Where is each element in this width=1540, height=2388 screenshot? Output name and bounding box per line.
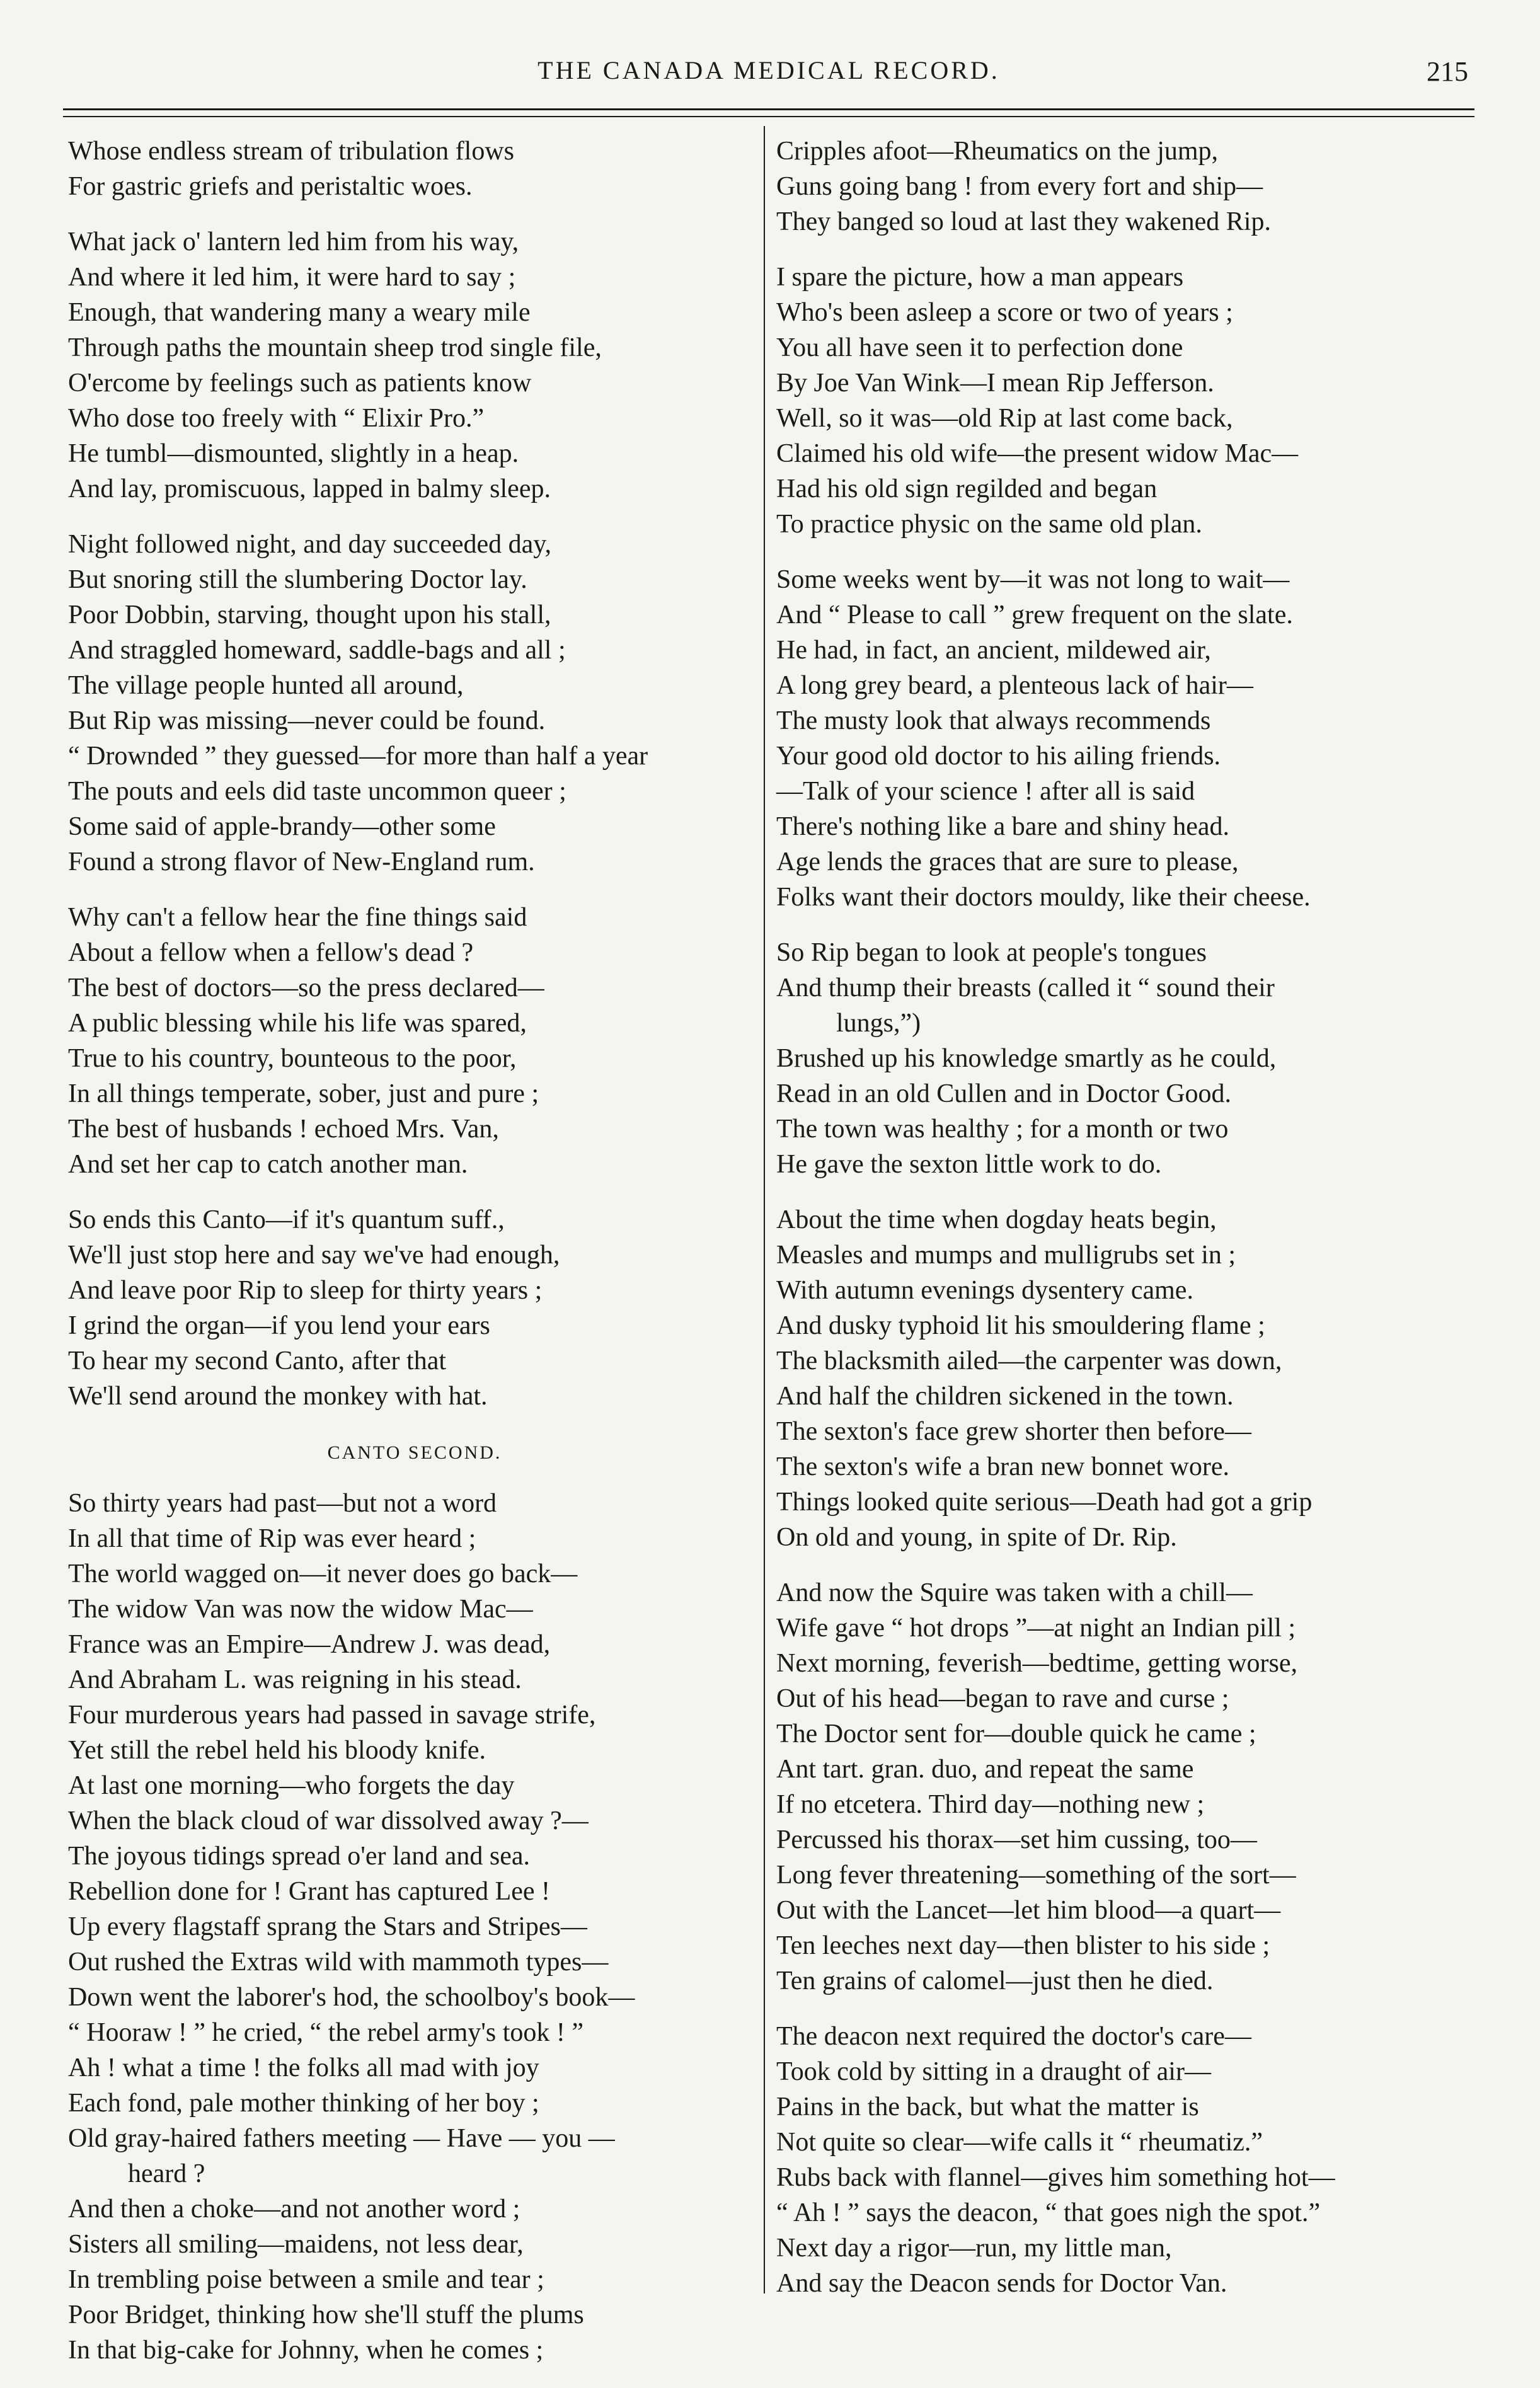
stanza [68,527,761,880]
verse-line: He had, in fact, an ancient, mildewed air, [776,636,1211,665]
running-header [69,55,1468,100]
verse-line: heard ? [128,2159,205,2188]
verse-line: We'll send around the monkey with hat. [68,1382,488,1411]
verse-line: Enough, that wandering many a weary mile [68,298,531,327]
verse-line: About a fellow when a fellow's dead ? [68,938,474,967]
verse-line: France was an Empire—Andrew J. was dead, [68,1630,551,1659]
verse-line: Through paths the mountain sheep trod single file, [68,333,602,362]
stanza [68,1202,761,1414]
verse-line: Out with the Lancet—let him blood—a quart— [776,1896,1281,1925]
verse-line: Percussed his thorax—set him cussing, too— [776,1825,1257,1854]
verse-line: And dusky typhoid lit his smouldering flame ; [776,1311,1265,1340]
verse-line: “ Ah ! ” says the deacon, “ that goes nigh the spot.” [776,2198,1321,2227]
verse-line: “ Hooraw ! ” he cried, “ the rebel army's took ! ” [68,2018,584,2047]
verse-line: A public blessing while his life was spared, [68,1009,527,1038]
verse-line: What jack o' lantern led him from his way, [68,227,519,256]
verse-line: Guns going bang ! from every fort and ship— [776,172,1263,201]
verse-line: Poor Bridget, thinking how she'll stuff the plums [68,2300,584,2329]
verse-line: A long grey beard, a plenteous lack of hair— [776,671,1253,700]
verse-line: Next day a rigor—run, my little man, [776,2234,1172,2263]
verse-line: Long fever threatening—something of the sort— [776,1861,1296,1890]
verse-line: For gastric griefs and peristaltic woes. [68,172,473,201]
verse-line: Sisters all smiling—maidens, not less dear, [68,2230,524,2259]
verse-line: Claimed his old wife—the present widow Mac— [776,439,1299,468]
canto-heading: CANTO SECOND. [327,1442,502,1463]
verse-line: The widow Van was now the widow Mac— [68,1595,533,1624]
verse-line: In all that time of Rip was ever heard ; [68,1524,476,1553]
right-column [776,134,1469,2321]
verse-line: Not quite so clear—wife calls it “ rheumatiz.” [776,2128,1263,2157]
verse-line: The pouts and eels did taste uncommon queer ; [68,777,566,806]
left-stanzas [68,134,761,1414]
verse-line: —Talk of your science ! after all is said [776,777,1195,806]
verse-line: lungs,”) [836,1009,921,1038]
verse-line: “ Drownded ” they guessed—for more than half a year [68,742,648,771]
stanza [776,562,1469,915]
verse-line: Each fond, pale mother thinking of her boy ; [68,2089,539,2118]
verse-line: On old and young, in spite of Dr. Rip. [776,1523,1177,1552]
verse-line: Cripples afoot—Rheumatics on the jump, [776,137,1219,166]
verse-line: So Rip began to look at people's tongues [776,938,1207,967]
verse-line: Night followed night, and day succeeded day, [68,530,552,559]
verse-line: The best of husbands ! echoed Mrs. Van, [68,1115,499,1144]
verse-line: He gave the sexton little work to do. [776,1150,1162,1179]
verse-line: At last one morning—who forgets the day [68,1771,515,1800]
verse-line: Your good old doctor to his ailing friends. [776,742,1221,771]
verse-line: And straggled homeward, saddle-bags and all ; [68,636,566,665]
verse-line: Ten leeches next day—then blister to his side ; [776,1931,1270,1960]
verse-line: Age lends the graces that are sure to please, [776,847,1239,876]
verse-line: The best of doctors—so the press declared— [68,973,544,1002]
stanza [68,224,761,507]
verse-line: Why can't a fellow hear the fine things said [68,903,527,932]
stanza [776,2019,1469,2301]
verse-line: Who's been asleep a score or two of years ; [776,298,1233,327]
verse-line: To hear my second Canto, after that [68,1346,447,1375]
stanza [776,134,1469,239]
header-rule [63,108,1474,110]
verse-line: There's nothing like a bare and shiny head. [776,812,1230,841]
verse-line: Out of his head—began to rave and curse ; [776,1684,1229,1713]
verse-line: So thirty years had past—but not a word [68,1489,497,1518]
verse-line: And set her cap to catch another man. [68,1150,468,1179]
verse-line: We'll just stop here and say we've had enough, [68,1241,560,1270]
verse-line: Yet still the rebel held his bloody knife. [68,1736,486,1765]
verse-line: And say the Deacon sends for Doctor Van. [776,2269,1227,2298]
verse-line: If no etcetera. Third day—nothing new ; [776,1790,1205,1819]
verse-line: The Doctor sent for—double quick he came ; [776,1719,1256,1748]
verse-line: They banged so loud at last they wakened Rip. [776,207,1271,236]
verse-line: The blacksmith ailed—the carpenter was down, [776,1346,1282,1375]
stanza [776,1202,1469,1555]
verse-line: Brushed up his knowledge smartly as he could, [776,1044,1277,1073]
journal-title: THE CANADA MEDICAL RECORD. [537,56,1000,84]
stanza [776,260,1469,542]
header-rule-secondary [63,116,1474,117]
verse-line: I grind the organ—if you lend your ears [68,1311,490,1340]
verse-line: Wife gave “ hot drops ”—at night an Indian pill ; [776,1614,1296,1643]
verse-line: In all things temperate, sober, just and pure ; [68,1079,539,1108]
verse-line: I spare the picture, how a man appears [776,263,1184,292]
verse-line: Took cold by sitting in a draught of air— [776,2057,1211,2086]
verse-line: So ends this Canto—if it's quantum suff., [68,1205,505,1234]
verse-line: And leave poor Rip to sleep for thirty years ; [68,1276,543,1305]
verse-line: Some said of apple-brandy—other some [68,812,496,841]
verse-line: Measles and mumps and mulligrubs set in ; [776,1241,1236,1270]
verse-line: Some weeks went by—it was not long to wait— [776,565,1290,594]
verse-line: In trembling poise between a smile and tear ; [68,2265,544,2294]
stanza [68,134,761,204]
stanza [68,900,761,1182]
stanza [776,1575,1469,1999]
verse-line: Whose endless stream of tribulation flows [68,137,515,166]
verse-line: Things looked quite serious—Death had got a grip [776,1488,1313,1517]
verse-line: The world wagged on—it never does go back— [68,1559,578,1588]
verse-line: True to his country, bounteous to the poor, [68,1044,517,1073]
canto-second-stanza [68,1486,761,2368]
verse-line: Up every flagstaff sprang the Stars and Stripes— [68,1912,587,1941]
verse-line: Rubs back with flannel—gives him something hot— [776,2163,1335,2192]
verse-line: Pains in the back, but what the matter is [776,2092,1199,2121]
verse-line: The sexton's face grew shorter then before— [776,1417,1251,1446]
verse-line: Found a strong flavor of New-England rum. [68,847,535,876]
verse-line: And lay, promiscuous, lapped in balmy sleep. [68,474,551,503]
verse-line: The sexton's wife a bran new bonnet wore. [776,1452,1230,1481]
verse-line: And then a choke—and not another word ; [68,2195,520,2224]
stanza [68,1486,761,2368]
verse-line: The deacon next required the doctor's care— [776,2022,1251,2051]
verse-line: And “ Please to call ” grew frequent on the slate. [776,600,1293,629]
column-divider [764,126,765,2293]
verse-line: And half the children sickened in the town. [776,1382,1234,1411]
verse-line: About the time when dogday heats begin, [776,1205,1217,1234]
left-column [68,134,761,2388]
verse-line: And thump their breasts (called it “ sound their [776,973,1275,1002]
verse-line: When the black cloud of war dissolved away ?— [68,1806,589,1835]
verse-line: The musty look that always recommends [776,706,1211,735]
verse-line: And where it led him, it were hard to say ; [68,263,516,292]
verse-line: Rebellion done for ! Grant has captured Lee ! [68,1877,551,1906]
verse-line: With autumn evenings dysentery came. [776,1276,1193,1305]
verse-line: Four murderous years had passed in savage strife, [68,1701,596,1730]
verse-line: By Joe Van Wink—I mean Rip Jefferson. [776,369,1214,398]
verse-line: And now the Squire was taken with a chill— [776,1578,1253,1607]
verse-line: Who dose too freely with “ Elixir Pro.” [68,404,485,433]
verse-line: Next morning, feverish—bedtime, getting worse, [776,1649,1297,1678]
verse-line: But snoring still the slumbering Doctor lay. [68,565,527,594]
verse-line: Read in an old Cullen and in Doctor Good. [776,1079,1232,1108]
verse-line: He tumbl—dismounted, slightly in a heap. [68,439,519,468]
verse-line: Down went the laborer's hod, the schoolboy's book— [68,1983,635,2012]
verse-line: Had his old sign regilded and began [776,474,1158,503]
page-number: 215 [1427,56,1468,87]
verse-line: And Abraham L. was reigning in his stead. [68,1665,522,1694]
verse-line: Poor Dobbin, starving, thought upon his stall, [68,600,551,629]
verse-line: To practice physic on the same old plan. [776,510,1202,539]
verse-line: O'ercome by feelings such as patients know [68,369,532,398]
verse-line: The joyous tidings spread o'er land and sea. [68,1842,531,1871]
verse-line: Old gray-haired fathers meeting — Have — you — [68,2124,615,2153]
verse-line: The town was healthy ; for a month or two [776,1115,1229,1144]
verse-line: Well, so it was—old Rip at last come back, [776,404,1233,433]
verse-line: Ant tart. gran. duo, and repeat the same [776,1755,1194,1784]
verse-line: You all have seen it to perfection done [776,333,1183,362]
verse-line: Ten grains of calomel—just then he died. [776,1966,1214,1995]
verse-line: Out rushed the Extras wild with mammoth types— [68,1948,609,1977]
verse-line: But Rip was missing—never could be found. [68,706,546,735]
verse-line: Ah ! what a time ! the folks all mad with joy [68,2053,539,2082]
verse-line: Folks want their doctors mouldy, like their cheese. [776,883,1311,912]
verse-line: In that big-cake for Johnny, when he comes ; [68,2336,544,2365]
stanza [776,935,1469,1182]
verse-line: The village people hunted all around, [68,671,464,700]
